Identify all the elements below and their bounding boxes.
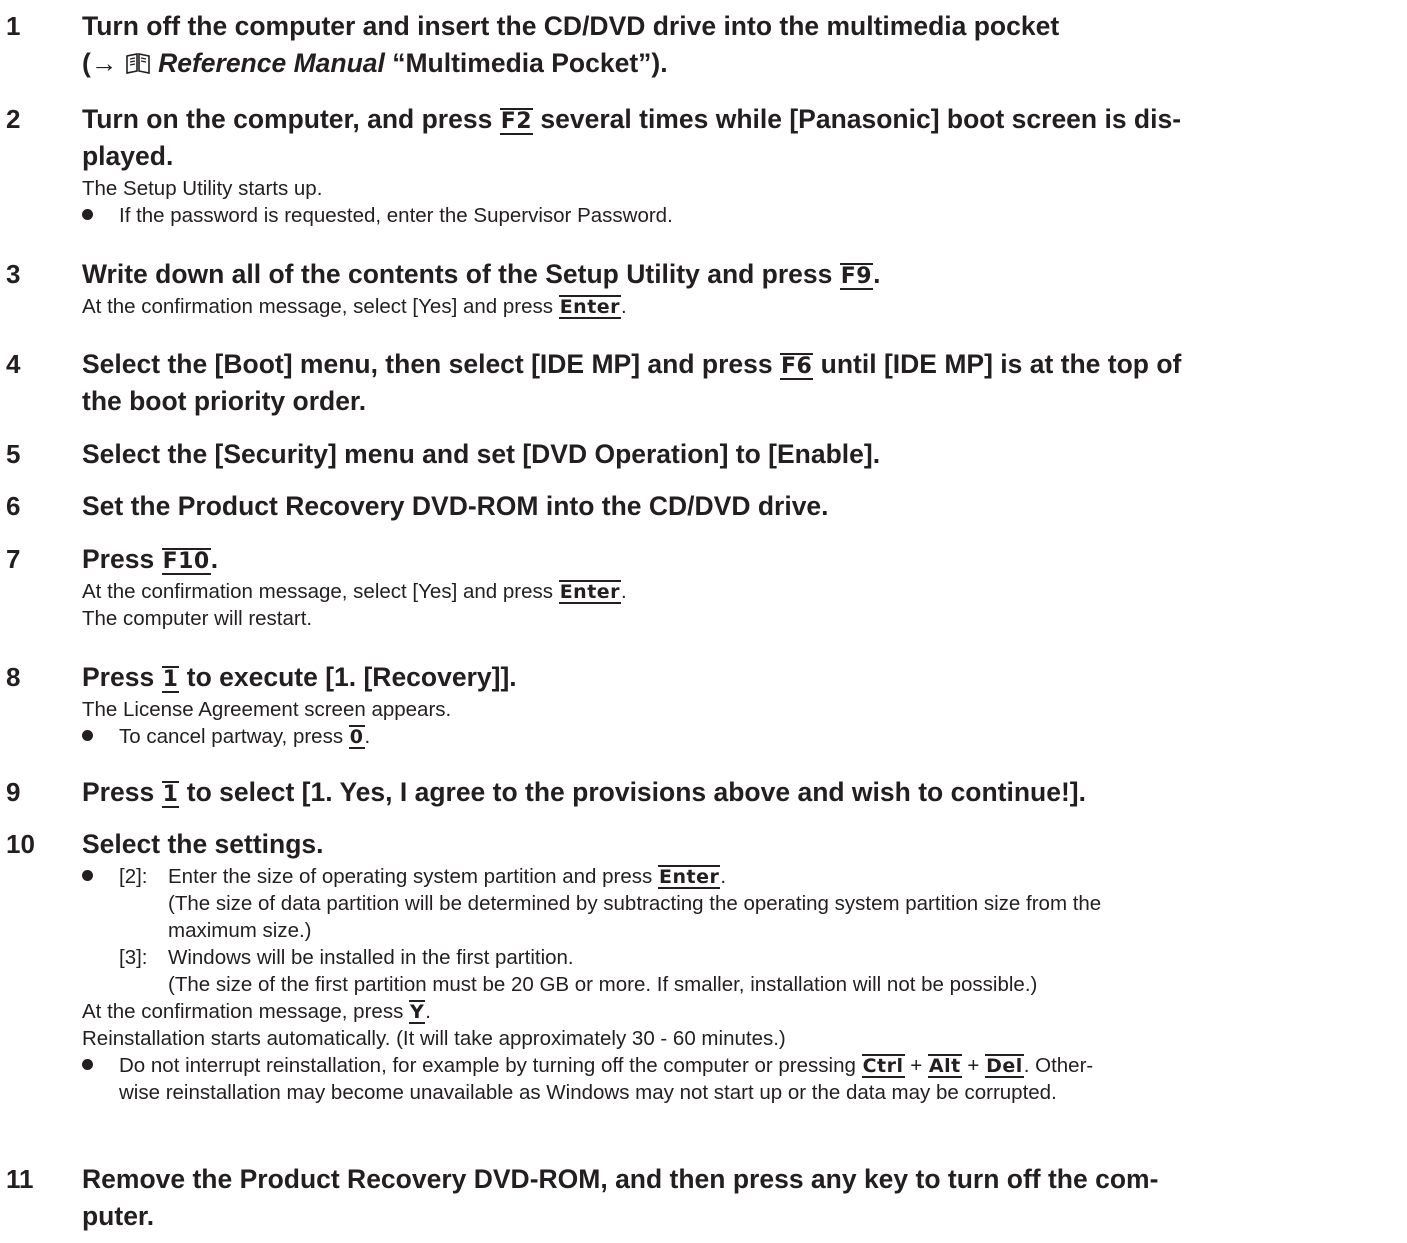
step-number: 2 (6, 104, 21, 134)
step-body (82, 488, 1395, 525)
step-body (82, 256, 1395, 320)
step-body (82, 8, 1395, 82)
option-2: [2]: Enter the size of operating system partition and press Enter. (82, 863, 1395, 890)
key-1: 1 (162, 667, 179, 692)
step-heading: Press 1 to select [1. Yes, I agree to the provisions above and wish to continue!]. (82, 777, 1086, 807)
key-enter: Enter (559, 581, 621, 603)
option-note: (The size of data partition will be determined by subtracting the operating system partition size from the (168, 892, 1102, 915)
bullet-icon (82, 209, 93, 220)
step-body (82, 101, 1395, 229)
key-alt: Alt (928, 1055, 961, 1077)
step-number: 1 (6, 11, 21, 41)
step-text: The computer will restart. (82, 607, 313, 630)
step-heading: Select the [Security] menu and set [DVD Operation] to [Enable]. (82, 439, 881, 469)
key-enter: Enter (658, 866, 720, 888)
bullet-item: To cancel partway, press 0. (82, 723, 1395, 750)
step-number: 3 (6, 259, 21, 289)
step-number: 5 (6, 439, 21, 469)
key-f6: F6 (780, 354, 813, 379)
key-f2: F2 (500, 109, 533, 134)
book-icon (125, 47, 151, 69)
step-heading-line2: played. (82, 141, 174, 171)
key-ctrl: Ctrl (862, 1055, 904, 1077)
step-number: 10 (6, 829, 35, 859)
step-heading: Remove the Product Recovery DVD-ROM, and then press any key to turn off the com- (82, 1164, 1159, 1194)
option-note: (The size of the first partition must be 20 GB or more. If smaller, installation will not be possible.) (168, 973, 1038, 996)
step-body (82, 1161, 1395, 1235)
step-text: The Setup Utility starts up. (82, 177, 323, 200)
warning-bullet: Do not interrupt reinstallation, for example by turning off the computer or pressing Ctrl + Alt + Del. Other- (82, 1052, 1395, 1079)
step-number: 7 (6, 544, 21, 574)
step-body (82, 541, 1395, 632)
step-body (82, 774, 1395, 811)
step-number: 9 (6, 777, 21, 807)
key-1: 1 (162, 782, 179, 807)
key-y: Y (410, 1001, 425, 1023)
key-del: Del (986, 1055, 1023, 1077)
bullet-icon (82, 1059, 93, 1070)
option-note: maximum size.) (168, 919, 312, 942)
key-enter: Enter (559, 296, 621, 318)
step-heading: Turn off the computer and insert the CD/DVD drive into the multimedia pocket (82, 11, 1060, 41)
step-body (82, 436, 1395, 473)
step-number: 11 (6, 1164, 34, 1194)
step-number: 6 (6, 491, 21, 521)
bullet-icon (82, 730, 93, 741)
step-heading-line2: (→ Reference Manual “Multimedia Pocket”). (82, 48, 668, 78)
step-heading: Press 1 to execute [1. [Recovery]]. (82, 662, 517, 692)
bullet-icon (82, 870, 93, 881)
step-heading-line2: the boot priority order. (82, 386, 367, 416)
step-text: At the confirmation message, select [Yes] and press Enter. (82, 580, 627, 603)
option-3: [3]: Windows will be installed in the first partition. (119, 946, 574, 969)
step-heading: Select the [Boot] menu, then select [IDE MP] and press F6 until [IDE MP] is at the top of (82, 349, 1182, 379)
step-body (82, 346, 1395, 420)
key-f10: F10 (162, 549, 210, 574)
step-number: 8 (6, 662, 21, 692)
step-heading-line2: puter. (82, 1201, 155, 1231)
step-text: Reinstallation starts automatically. (It will take approximately 30 - 60 minutes.) (82, 1027, 786, 1050)
manual-title: Reference Manual (158, 48, 385, 78)
step-heading: Press F10. (82, 544, 219, 574)
step-body (82, 659, 1395, 750)
step-heading: Select the settings. (82, 829, 324, 859)
option-label: [3]: (119, 946, 148, 969)
step-text: The License Agreement screen appears. (82, 698, 452, 721)
key-f9: F9 (840, 264, 873, 289)
bullet-item: If the password is requested, enter the Supervisor Password. (82, 202, 1395, 229)
step-heading: Set the Product Recovery DVD-ROM into the CD/DVD drive. (82, 491, 829, 521)
step-heading: Turn on the computer, and press F2 several times while [Panasonic] boot screen is dis- (82, 104, 1182, 134)
step-body (82, 826, 1395, 1106)
step-text: At the confirmation message, press Y. (82, 1000, 431, 1023)
warning-line2: wise reinstallation may become unavailable as Windows may not start up or the data may be corrupted. (119, 1081, 1057, 1104)
option-label: [2]: (119, 865, 148, 888)
step-heading: Write down all of the contents of the Setup Utility and press F9. (82, 259, 881, 289)
step-text: At the confirmation message, select [Yes] and press Enter. (82, 295, 627, 318)
step-number: 4 (6, 349, 21, 379)
key-0: 0 (349, 726, 364, 748)
